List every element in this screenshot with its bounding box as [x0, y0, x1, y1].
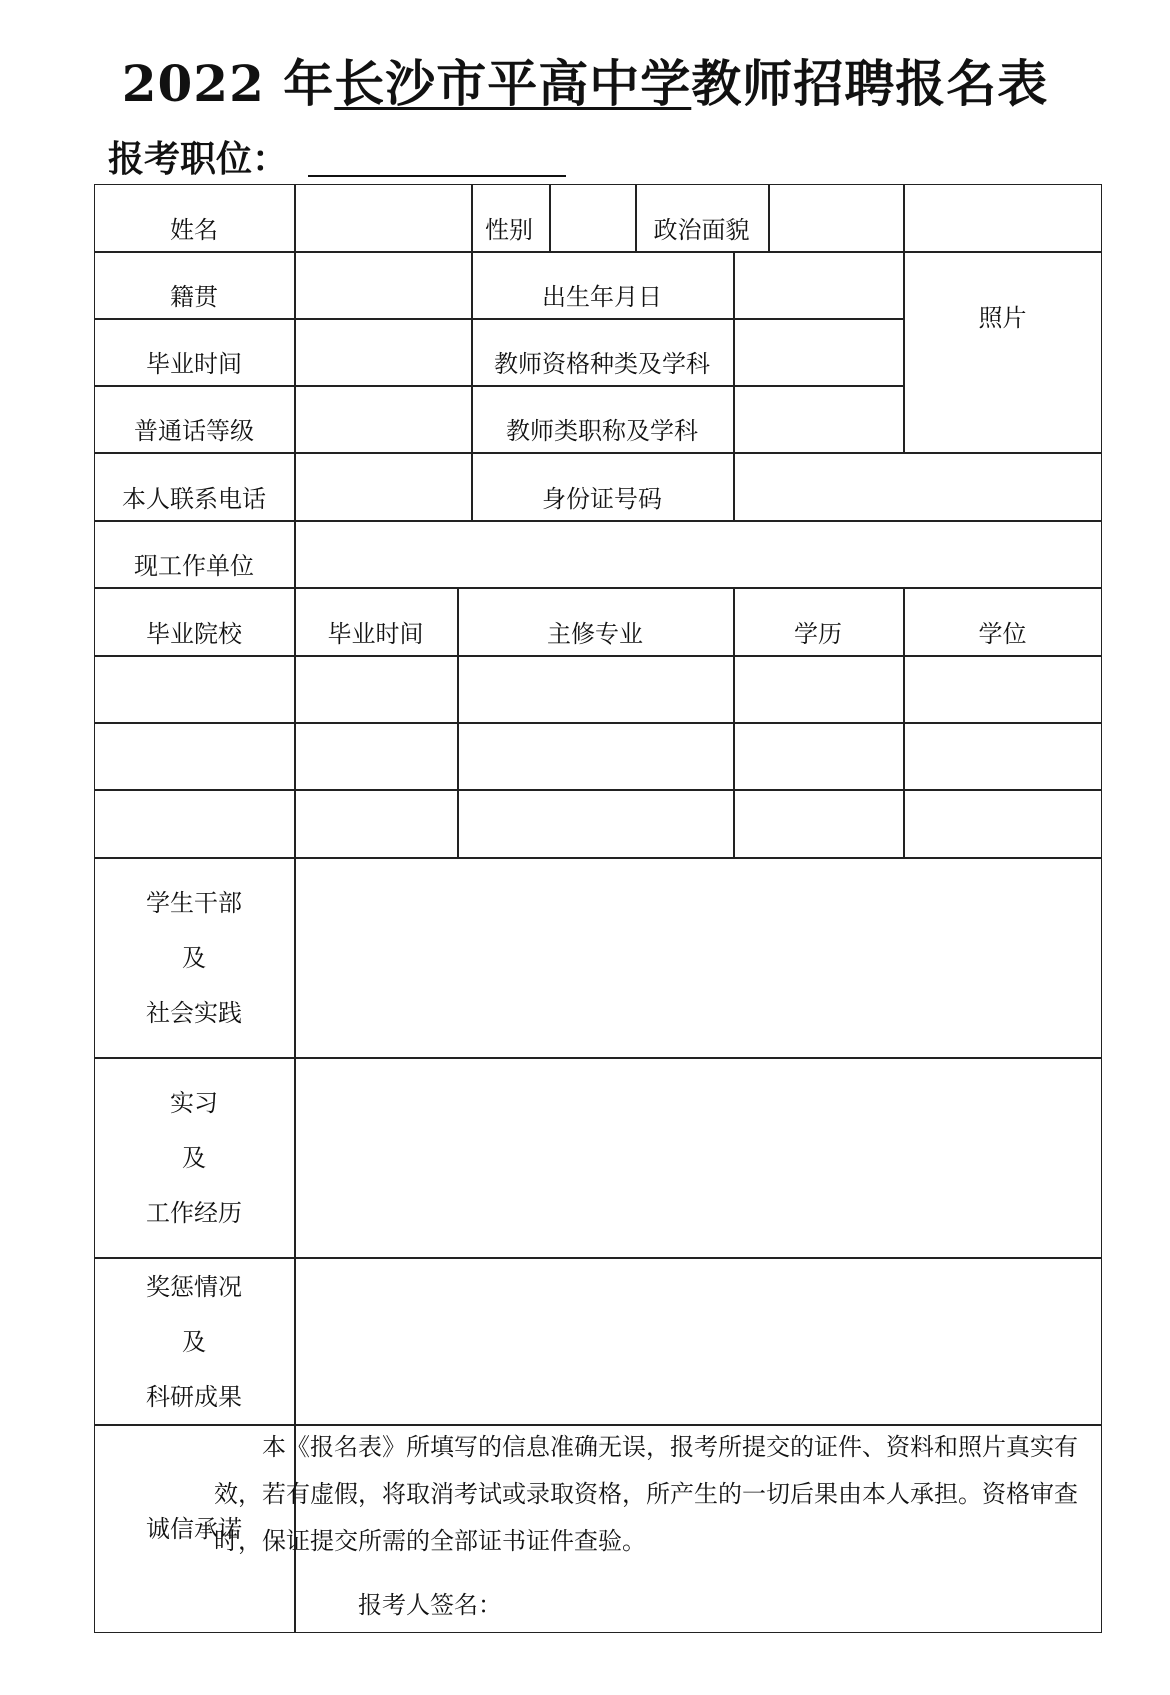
teacher-title-field[interactable]: [735, 387, 902, 451]
teacher-qualification-label: 教师资格种类及学科: [494, 350, 710, 378]
edu-header-major: 主修专业: [547, 620, 643, 648]
signature-label: 报考人签名：: [358, 1591, 502, 1619]
registration-form: [94, 184, 1102, 1633]
student-cadre-line-1: 学生干部: [146, 888, 242, 917]
position-label: 报考职位：: [108, 138, 289, 180]
political-status-label: 政治面貌: [653, 216, 750, 244]
pledge-text-block: [214, 1424, 1094, 1565]
native-place-label: 籍贯: [170, 283, 218, 311]
table-row[interactable]: [94, 722, 1102, 789]
gender-field[interactable]: [551, 186, 634, 250]
awards-line-2: 及: [182, 1327, 206, 1356]
id-number-label: 身份证号码: [542, 485, 662, 513]
mandarin-level-label: 普通话等级: [134, 417, 254, 445]
edu-header-education: 学历: [794, 620, 842, 648]
student-cadre-label: [94, 875, 294, 1040]
graduation-time-label: 毕业时间: [146, 350, 242, 378]
work-unit-field[interactable]: [296, 522, 1100, 586]
internship-line-2: 及: [182, 1143, 206, 1172]
form-title: [0, 52, 1170, 116]
name-field[interactable]: [296, 186, 470, 250]
pledge-text: 本《报名表》所填写的信息准确无误，报考所提交的证件、资料和照片真实有效，若有虚假，将取消考试或录取资格，所产生的一切后果由本人承担。资格审查时，保证提交所需的全部证书证件查验。: [214, 1433, 1078, 1555]
internship-line-3: 工作经历: [146, 1198, 242, 1227]
teacher-title-label: 教师类职称及学科: [506, 417, 698, 445]
awards-line-1: 奖惩情况: [146, 1272, 242, 1301]
id-number-field[interactable]: [735, 454, 1100, 519]
teacher-qualification-field[interactable]: [735, 320, 902, 384]
table-row[interactable]: [94, 655, 1102, 722]
awards-line-3: 科研成果: [146, 1382, 242, 1411]
edu-header-school: 毕业院校: [146, 620, 242, 648]
internship-field[interactable]: [296, 1059, 1100, 1256]
title-suffix: 教师招聘报名表: [691, 54, 1049, 113]
work-unit-label: 现工作单位: [134, 552, 254, 580]
phone-field[interactable]: [296, 454, 470, 519]
gender-label: 性别: [485, 216, 533, 244]
birth-date-label: 出生年月日: [542, 283, 662, 311]
student-cadre-line-2: 及: [182, 943, 206, 972]
phone-label: 本人联系电话: [122, 485, 266, 513]
student-cadre-field[interactable]: [296, 859, 1100, 1056]
signature-field[interactable]: [510, 1590, 1070, 1624]
graduation-time-field[interactable]: [296, 320, 470, 384]
awards-field[interactable]: [296, 1259, 1100, 1423]
photo-box[interactable]: 照片: [978, 304, 1027, 332]
name-label: 姓名: [170, 216, 218, 244]
integrity-label: 诚信承诺: [146, 1514, 242, 1543]
edu-header-time: 毕业时间: [327, 620, 424, 648]
political-status-field[interactable]: [770, 186, 902, 250]
title-prefix: 2022 年: [121, 54, 335, 113]
title-school-name: 长沙市平高中学: [334, 54, 692, 113]
table-row[interactable]: [94, 789, 1102, 857]
internship-label: [94, 1075, 294, 1240]
edu-header-degree: 学位: [978, 620, 1027, 648]
position-input-line[interactable]: [308, 175, 566, 177]
student-cadre-line-3: 社会实践: [146, 998, 242, 1027]
birth-date-field[interactable]: [735, 253, 902, 317]
mandarin-level-field[interactable]: [296, 387, 470, 451]
native-place-field[interactable]: [296, 253, 470, 317]
internship-line-1: 实习: [170, 1088, 218, 1117]
awards-label: [94, 1259, 294, 1424]
